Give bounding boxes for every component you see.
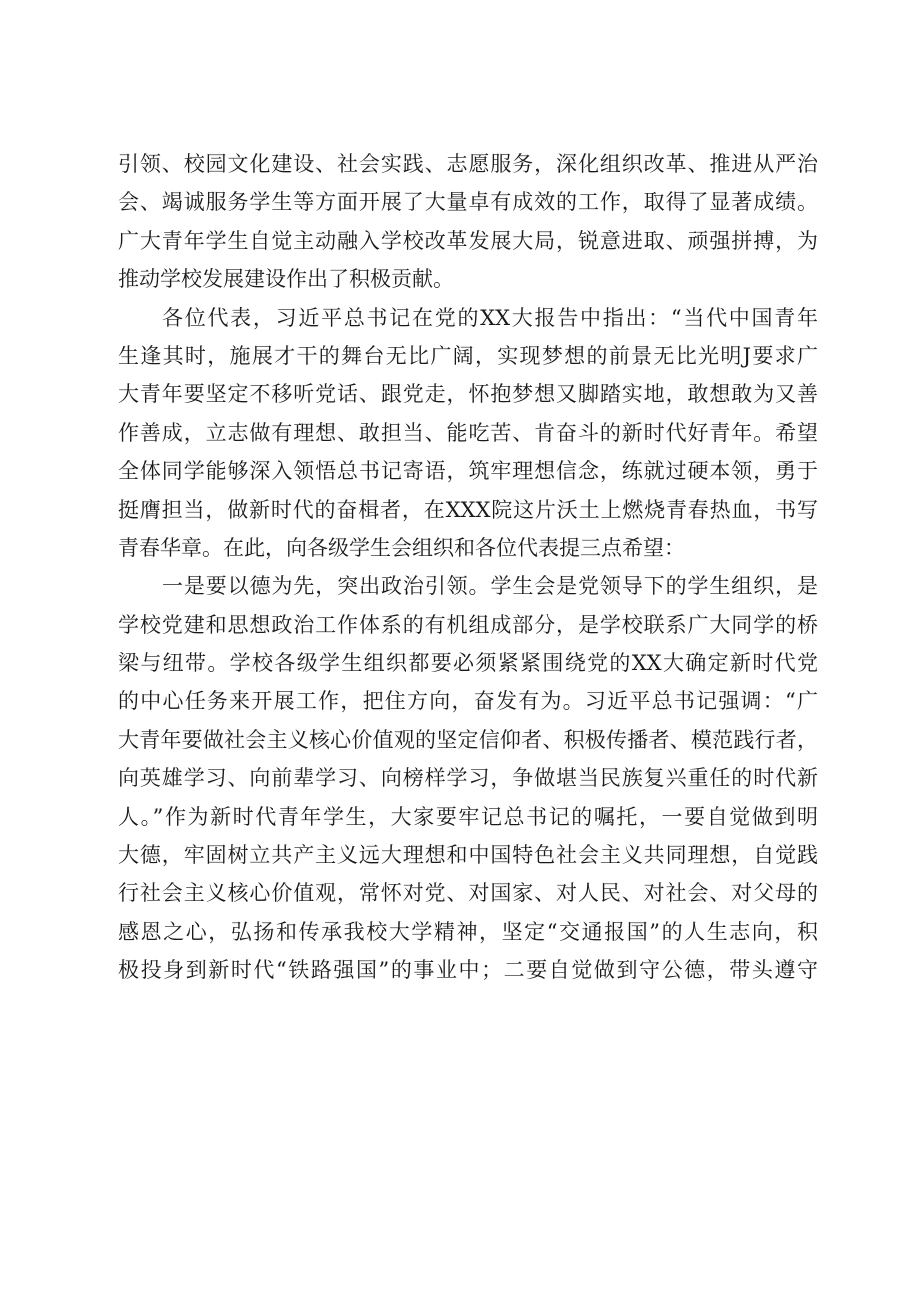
- text-line: 青春华章。在此，向各级学生会组织和各位代表提三点希望：: [118, 535, 685, 560]
- text-line: 极投身到新时代“铁路强国”的事业中；二要自觉做到守公德，带头遵守: [118, 958, 818, 983]
- text-line: 作善成，立志做有理想、敢担当、能吃苦、肯奋斗的新时代好青年。希望: [118, 420, 818, 445]
- text-line: 一是要以德为先，突出政治引领。学生会是党领导下的学生组织，是: [162, 574, 818, 599]
- document-body: [118, 145, 818, 990]
- text-line: 感恩之心，弘扬和传承我校大学精神，坚定“交通报国”的人生志向，积: [118, 919, 818, 944]
- text-line: 学校党建和思想政治工作体系的有机组成部分，是学校联系广大同学的桥: [118, 612, 818, 637]
- text-line: 梁与纽带。学校各级学生组织都要必须紧紧围绕党的XX大确定新时代党: [118, 651, 818, 676]
- text-line: 行社会主义核心价值观，常怀对党、对国家、对人民、对社会、对父母的: [118, 881, 818, 906]
- text-line: 大德，牢固树立共产主义远大理想和中国特色社会主义共同理想，自觉践: [118, 843, 818, 868]
- text-line: 的中心任务来开展工作，把住方向，奋发有为。习近平总书记强调：“广: [118, 689, 818, 714]
- text-line: 会、竭诚服务学生等方面开展了大量卓有成效的工作，取得了显著成绩。: [118, 190, 818, 215]
- text-line: 向英雄学习、向前辈学习、向榜样学习，争做堪当民族复兴重任的时代新: [118, 766, 818, 791]
- text-line: 大青年要做社会主义核心价值观的坚定信仰者、积极传播者、模范践行者，: [118, 727, 818, 752]
- text-line: 挺膺担当，做新时代的奋楫者，在XXX院这片沃土上燃烧青春热血，书写: [118, 497, 818, 522]
- paragraph-3: [118, 567, 818, 989]
- text-line: 引领、校园文化建设、社会实践、志愿服务，深化组织改革、推进从严治: [118, 152, 818, 176]
- text-line: 大青年要坚定不移听党话、跟党走，怀抱梦想又脚踏实地，敢想敢为又善: [118, 382, 818, 407]
- text-line: 广大青年学生自觉主动融入学校改革发展大局，锐意进取、顽强拼搏，为: [118, 228, 818, 253]
- text-line: 生逢其时，施展才干的舞台无比广阔，实现梦想的前景无比光明J要求广: [118, 343, 818, 368]
- text-line: 各位代表，习近平总书记在党的XX大报告中指出：“当代中国青年: [162, 305, 818, 330]
- text-line: 全体同学能够深入领悟总书记寄语，筑牢理想信念，练就过硬本领，勇于: [118, 459, 818, 484]
- paragraph-1: [118, 145, 818, 299]
- text-line: 推动学校发展建设作出了积极贡献。: [118, 267, 454, 292]
- text-line: 人。”作为新时代青年学生，大家要牢记总书记的嘱托，一要自觉做到明: [118, 804, 818, 829]
- paragraph-2: [118, 299, 818, 568]
